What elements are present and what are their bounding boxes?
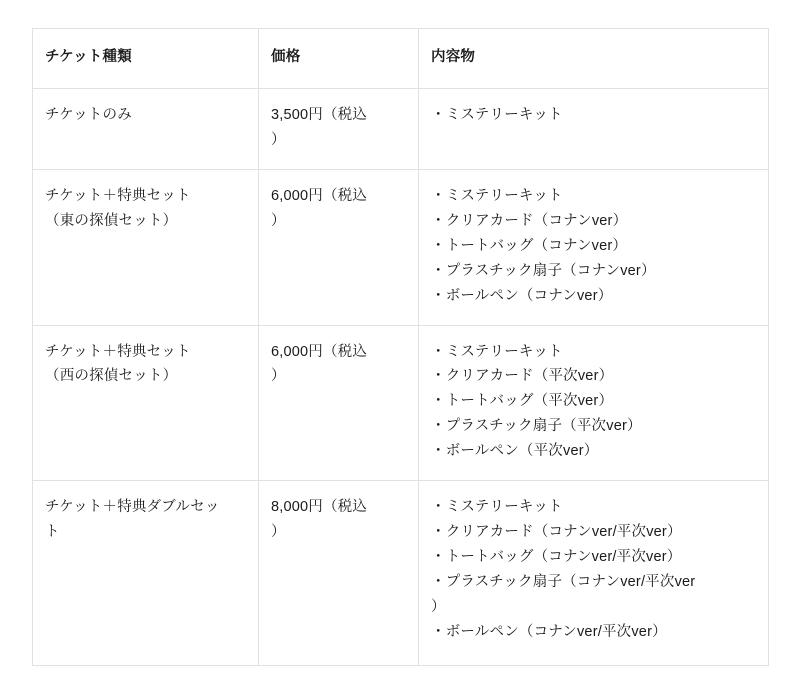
text-line: ・ミステリーキット	[431, 187, 563, 204]
cell-ticket-type	[33, 88, 259, 169]
table-body	[33, 88, 769, 665]
cell-price	[259, 169, 419, 325]
cell-text-lines	[45, 495, 246, 545]
column-header-contents: 内容物	[419, 29, 769, 89]
text-line: ）	[271, 524, 286, 541]
cell-text-lines	[45, 184, 246, 234]
text-line: ・クリアカード（コナンver）	[431, 212, 628, 229]
text-line: ・プラスチック扇子（コナンver）	[431, 262, 656, 279]
column-header-price: 価格	[259, 29, 419, 89]
text-line: ・トートバッグ（コナンver）	[431, 237, 628, 254]
text-line: ・ミステリーキット	[431, 106, 563, 123]
cell-text-lines	[271, 103, 406, 153]
cell-contents	[419, 169, 769, 325]
cell-contents	[419, 88, 769, 169]
cell-price	[259, 481, 419, 666]
text-line: ・クリアカード（コナンver/平次ver）	[431, 524, 682, 541]
text-line: ・トートバッグ（コナンver/平次ver）	[431, 549, 682, 566]
text-line: ）	[431, 598, 446, 615]
cell-text-lines	[431, 184, 756, 309]
cell-text-lines	[431, 103, 756, 128]
table-row	[33, 325, 769, 481]
cell-price	[259, 325, 419, 481]
cell-text-lines	[431, 340, 756, 465]
cell-text-lines	[45, 103, 246, 128]
cell-text-lines	[271, 340, 406, 390]
text-line: 6,000円（税込	[271, 343, 368, 360]
text-line: チケット＋特典セット	[45, 343, 191, 360]
text-line: ト	[45, 524, 60, 541]
text-line: チケットのみ	[45, 106, 132, 123]
cell-contents	[419, 481, 769, 666]
text-line: ・ボールペン（平次ver）	[431, 443, 599, 460]
cell-text-lines	[271, 495, 406, 545]
table-header-row	[33, 29, 769, 89]
cell-price	[259, 88, 419, 169]
text-line: ・トートバッグ（平次ver）	[431, 393, 614, 410]
column-header-ticket-type: チケット種類	[33, 29, 259, 89]
table-row	[33, 88, 769, 169]
text-line: 8,000円（税込	[271, 499, 368, 516]
cell-ticket-type	[33, 481, 259, 666]
cell-text-lines	[45, 340, 246, 390]
text-line: チケット＋特典ダブルセッ	[45, 499, 220, 516]
text-line: （東の探偵セット）	[45, 212, 178, 229]
text-line: ・ミステリーキット	[431, 343, 563, 360]
text-line: ・プラスチック扇子（平次ver）	[431, 418, 642, 435]
text-line: 3,500円（税込	[271, 106, 368, 123]
text-line: チケット＋特典セット	[45, 187, 191, 204]
text-line: ・ボールペン（コナンver/平次ver）	[431, 623, 667, 640]
table-header	[33, 29, 769, 89]
cell-ticket-type	[33, 325, 259, 481]
text-line: 6,000円（税込	[271, 187, 368, 204]
cell-text-lines	[271, 184, 406, 234]
ticket-price-table	[32, 28, 769, 666]
cell-contents	[419, 325, 769, 481]
table-row	[33, 169, 769, 325]
text-line: （西の探偵セット）	[45, 368, 178, 385]
cell-ticket-type	[33, 169, 259, 325]
text-line: ）	[271, 368, 286, 385]
text-line: ）	[271, 131, 286, 148]
text-line: ・ボールペン（コナンver）	[431, 287, 613, 304]
text-line: ・ミステリーキット	[431, 499, 563, 516]
cell-text-lines	[431, 495, 756, 645]
text-line: ・プラスチック扇子（コナンver/平次ver	[431, 574, 696, 590]
table-row	[33, 481, 769, 666]
text-line: ）	[271, 212, 286, 229]
text-line: ・クリアカード（平次ver）	[431, 368, 614, 385]
